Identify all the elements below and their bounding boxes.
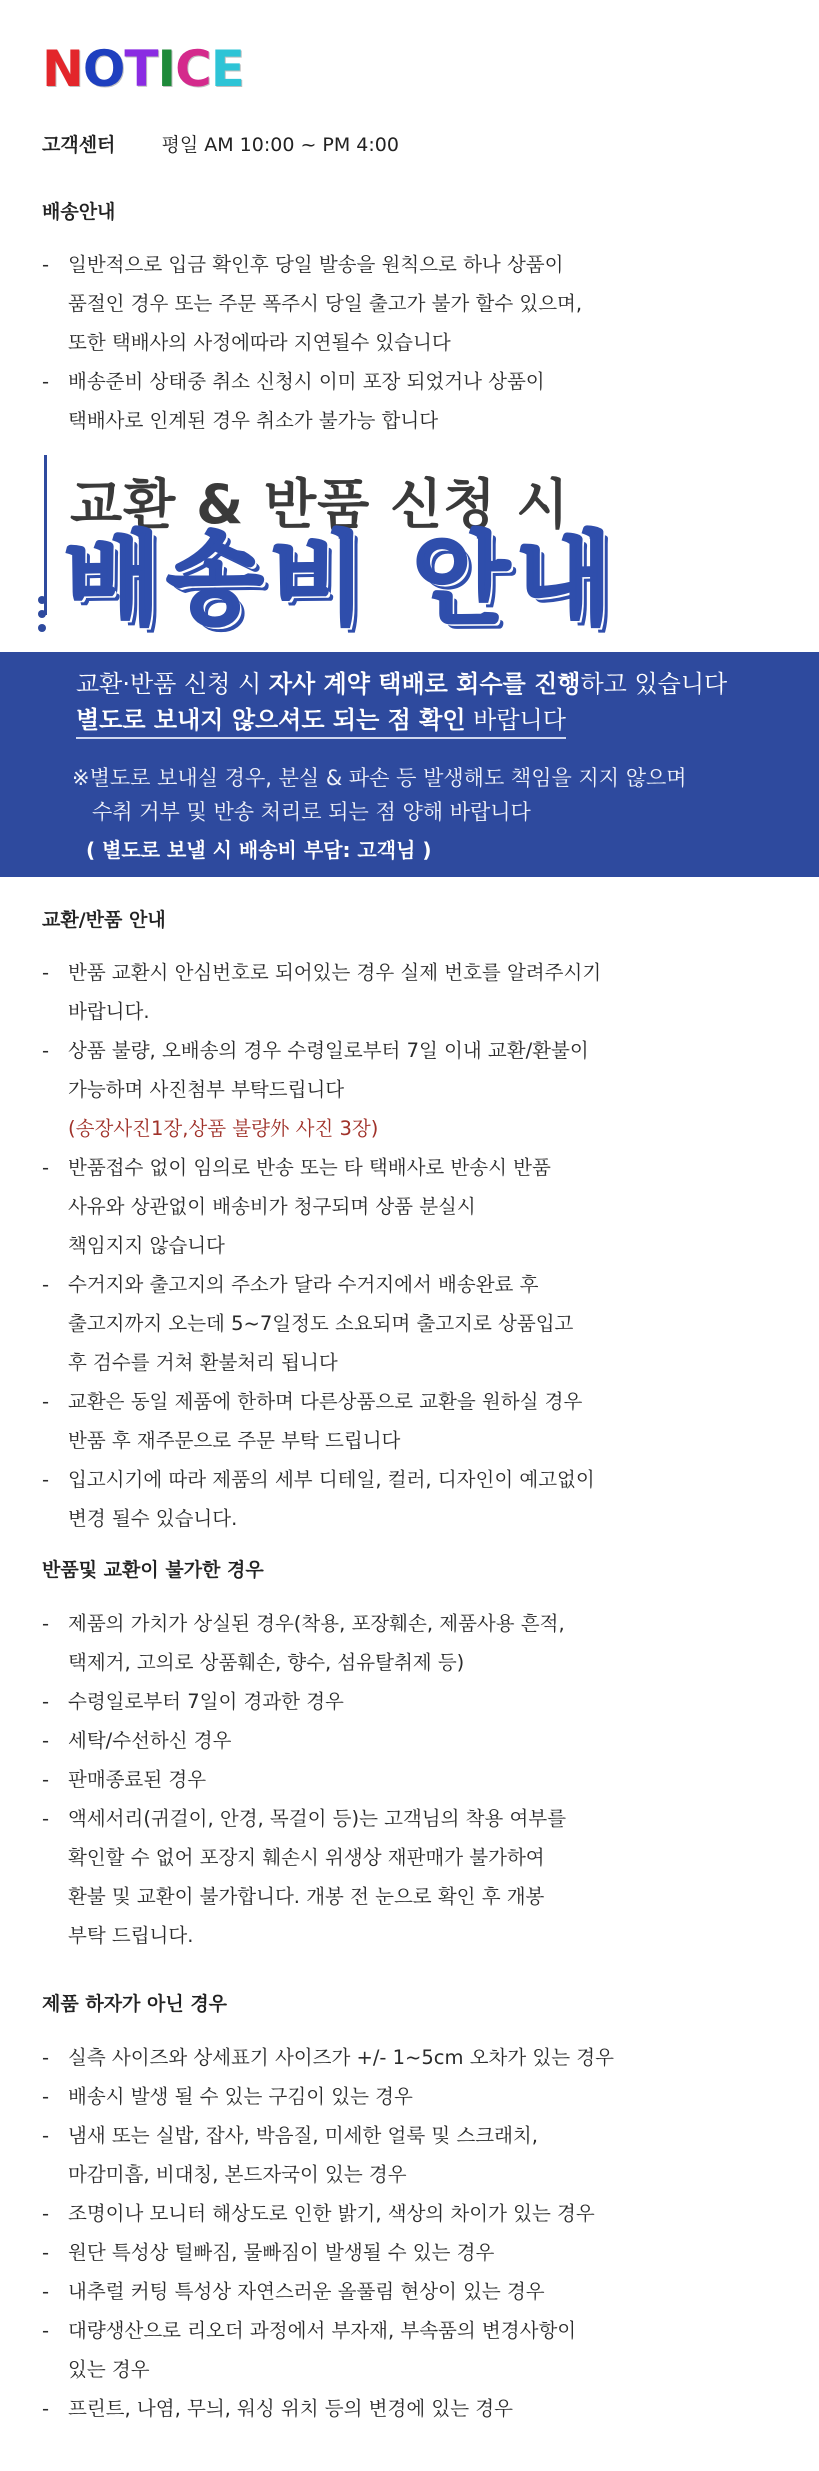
list-item-line: 부탁 드립니다. [68,1924,194,1947]
list-item [42,2077,782,2116]
list-item [42,1265,782,1382]
list-item-line: - 수령일로부터 7일이 경과한 경우 [68,1690,344,1713]
customer-center-hours: 평일 AM 10:00 ~ PM 4:00 [161,134,399,156]
list-item [42,1682,782,1721]
band-note-2: 수취 거부 및 반송 처리로 되는 점 양해 바랍니다 [92,800,531,824]
list-item [42,2116,782,2194]
not-defect-list [42,2038,782,2428]
band-line-1-pre: 교환·반품 신청 시 [76,670,269,698]
list-item [42,1148,782,1265]
band-line-1-bold: 자사 계약 택배로 회수를 진행 [268,670,581,698]
list-item-line: 가능하며 사진첨부 부탁드립니다 [68,1078,345,1101]
list-item [42,1031,782,1148]
hero-main-heading: 배송비 안내 [64,521,618,638]
list-item-line: 변경 될수 있습니다. [68,1507,238,1530]
list-item-line: - 교환은 동일 제품에 한하며 다른상품으로 교환을 원하실 경우 [68,1390,583,1413]
list-item-line: - 입고시기에 따라 제품의 세부 디테일, 컬러, 디자인이 예고없이 [68,1468,595,1491]
logo-letter: O [82,40,125,98]
list-item [42,1604,782,1682]
notice-logo [42,40,244,98]
list-item-line: 품절인 경우 또는 주문 폭주시 당일 출고가 불가 할수 있으며, [68,292,583,315]
list-item-line: 환불 및 교환이 불가합니다. 개봉 전 눈으로 확인 후 개봉 [68,1885,545,1908]
list-item-line: - 수거지와 출고지의 주소가 달라 수거지에서 배송완료 후 [68,1273,539,1296]
list-item-line: 있는 경우 [68,2358,150,2381]
not-defect-title: 제품 하자가 아닌 경우 [42,1993,228,2015]
list-item-line: - 원단 특성상 털빠짐, 물빠짐이 발생될 수 있는 경우 [68,2241,495,2264]
list-item-line: 바랍니다. [68,1000,150,1023]
list-item [42,2272,782,2311]
band-line-1-post: 하고 있습니다 [580,670,728,698]
list-item-line: 책임지지 않습니다 [68,1234,225,1257]
exchange-list [42,953,782,1538]
logo-letter: E [210,40,244,98]
band-line-1 [76,664,727,699]
list-item-line: - 배송시 발생 될 수 있는 구김이 있는 경우 [68,2085,413,2108]
hero-info-band [0,652,819,877]
list-item [42,362,782,440]
list-item-line: - 프린트, 나염, 무늬, 워싱 위치 등의 변경에 있는 경우 [68,2397,513,2420]
list-item-line: - 액세서리(귀걸이, 안경, 목걸이 등)는 고객님의 착용 여부를 [68,1807,567,1830]
list-item-line: 사유와 상관없이 배송비가 청구되며 상품 분실시 [68,1195,476,1218]
list-item-line: 출고지까지 오는데 5~7일정도 소요되며 출고지로 상품입고 [68,1312,574,1335]
list-item-line: - 세탁/수선하신 경우 [68,1729,232,1752]
list-item-line: 후 검수를 거쳐 환불처리 됩니다 [68,1351,338,1374]
list-item-line: - 반품 교환시 안심번호로 되어있는 경우 실제 번호를 알려주시기 [68,961,602,984]
list-item-line: - 일반적으로 입금 확인후 당일 발송을 원칙으로 하나 상품이 [68,253,564,276]
list-item [42,2311,782,2389]
list-item [42,2194,782,2233]
logo-letter: T [124,40,158,98]
list-item [42,1760,782,1799]
shipping-title: 배송안내 [42,201,116,223]
list-item [42,245,782,362]
list-item [42,2233,782,2272]
list-item-line: - 반품접수 없이 임의로 반송 또는 타 택배사로 반송시 반품 [68,1156,551,1179]
band-note-1: ※별도로 보내실 경우, 분실 & 파손 등 발생해도 책임을 지지 않으며 [72,766,687,790]
band-line-2-bold: 별도로 보내지 않으셔도 되는 점 확인 [76,706,466,734]
hero-heading: 교환 & 반품 신청 시 [70,473,570,536]
band-line-2-post: 바랍니다 [465,706,566,734]
list-item-line: - 실측 사이즈와 상세표기 사이즈가 +/- 1~5cm 오차가 있는 경우 [68,2046,614,2069]
list-item [42,1721,782,1760]
customer-center-row [42,130,399,157]
list-item-line: 또한 택배사의 사정에따라 지연될수 있습니다 [68,331,451,354]
list-item [42,2038,782,2077]
band-line-2 [76,700,566,739]
hero-accent-line [44,455,47,615]
hero-accent-dots [38,596,46,638]
band-note-3: ( 별도로 보낼 시 배송비 부담: 고객님 ) [86,838,432,862]
exchange-title: 교환/반품 안내 [42,909,166,931]
list-item-note: (송장사진1장,상품 불량外 사진 3장) [68,1117,379,1140]
list-item-line: - 냄새 또는 실밥, 잡사, 박음질, 미세한 얼룩 및 스크래치, [68,2124,538,2147]
logo-letter: C [175,40,211,98]
list-item [42,1382,782,1460]
list-item-line: 택제거, 고의로 상품훼손, 향수, 섬유탈취제 등) [68,1651,465,1674]
list-item-line: - 상품 불량, 오배송의 경우 수령일로부터 7일 이내 교환/환불이 [68,1039,589,1062]
customer-center-label: 고객센터 [42,134,116,156]
list-item [42,1460,782,1538]
not-allowed-title: 반품및 교환이 불가한 경우 [42,1559,264,1581]
list-item-line: - 조명이나 모니터 해상도로 인한 밝기, 색상의 차이가 있는 경우 [68,2202,595,2225]
list-item-line: - 배송준비 상태중 취소 신청시 이미 포장 되었거나 상품이 [68,370,545,393]
list-item [42,1799,782,1955]
logo-letter: N [42,40,83,98]
not-allowed-list [42,1604,782,1955]
list-item-line: 택배사로 인계된 경우 취소가 불가능 합니다 [68,409,439,432]
list-item-line: - 제품의 가치가 상실된 경우(착용, 포장훼손, 제품사용 흔적, [68,1612,565,1635]
list-item-line: - 내추럴 커팅 특성상 자연스러운 올풀림 현상이 있는 경우 [68,2280,545,2303]
shipping-list [42,245,782,440]
list-item [42,953,782,1031]
list-item-line: 반품 후 재주문으로 주문 부탁 드립니다 [68,1429,401,1452]
list-item-line: 확인할 수 없어 포장지 훼손시 위생상 재판매가 불가하여 [68,1846,545,1869]
list-item-line: - 대량생산으로 리오더 과정에서 부자재, 부속품의 변경사항이 [68,2319,577,2342]
list-item-line: - 판매종료된 경우 [68,1768,207,1791]
logo-letter: I [157,40,176,98]
list-item [42,2389,782,2428]
list-item-line: 마감미흡, 비대칭, 본드자국이 있는 경우 [68,2163,407,2186]
